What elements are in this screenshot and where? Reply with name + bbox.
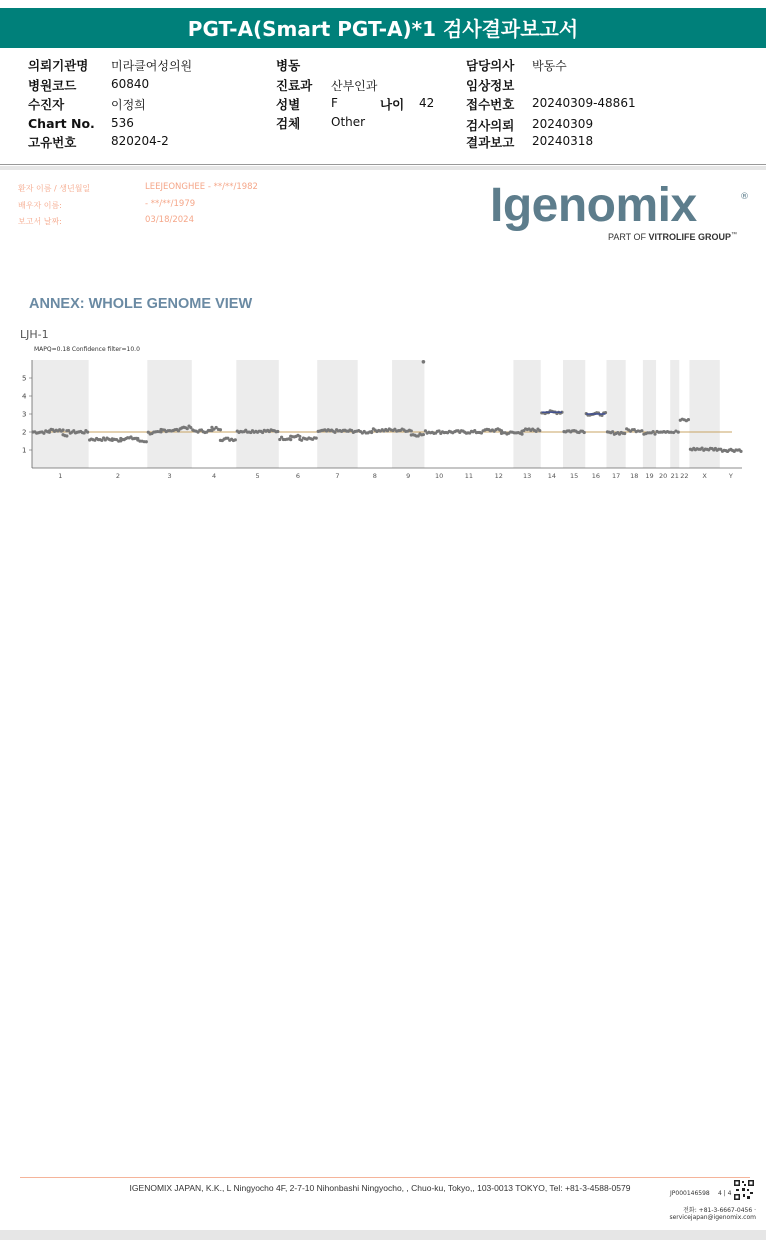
logo-tagline-tm: ™ (731, 232, 738, 238)
chromosome-shade (563, 360, 585, 468)
chromosome-label: 22 (680, 472, 689, 480)
chromosome-label: 19 (645, 472, 654, 480)
chromosome-shade (236, 360, 278, 468)
data-point (687, 418, 690, 421)
chromosome-label: 7 (335, 472, 340, 480)
annex-title: ANNEX: WHOLE GENOME VIEW (29, 296, 253, 312)
specimen-value: Other (331, 115, 366, 129)
report-date-label-en: 보고서 날짜: (18, 217, 62, 226)
patient-value: 이정희 (111, 98, 146, 112)
mapq-text: MAPQ=0.18 Confidence filter=10.0 (34, 346, 140, 353)
data-point (653, 432, 656, 435)
data-point (739, 450, 742, 453)
department-label: 진료과 (276, 78, 313, 93)
data-point (289, 438, 292, 441)
age-value: 42 (419, 96, 435, 110)
clinical-info-label: 임상정보 (466, 78, 515, 93)
chromosome-label: 15 (569, 472, 579, 480)
patient-name-label: 환자 이름 / 생년월일 (18, 184, 91, 193)
chromosome-label: 12 (494, 472, 503, 480)
footer-address: IGENOMIX JAPAN, K.K., L Ningyocho 4F, 2-7-10 Nihonbashi Ningyocho, , Chuo-ku, Tokyo,, 103-0013 TOKYO, Tel: +81-3-4588-0579 (129, 1183, 631, 1193)
unique-no-label: 고유번호 (28, 135, 77, 150)
data-point (186, 427, 189, 430)
y-tick-label: 2 (22, 428, 27, 437)
data-point (677, 431, 680, 434)
department-value: 산부인과 (331, 79, 378, 93)
request-date-value: 20240309 (532, 117, 594, 131)
data-point (410, 429, 413, 432)
report-title: PGT-A(Smart PGT-A)*1 검사결과보고서 (0, 8, 766, 48)
report-date-value: 20240318 (532, 134, 594, 148)
data-point (298, 435, 301, 438)
logo-tagline-group: VITROLIFE GROUP (648, 232, 732, 242)
chromosome-label: 20 (658, 472, 668, 480)
chromosome-label: 16 (591, 472, 600, 480)
chromosome-shade (147, 360, 192, 468)
hospital-code-value: 60840 (111, 77, 150, 91)
chromosome-shade (689, 360, 719, 468)
chromosome-label: 4 (211, 472, 217, 480)
header-divider-band (0, 166, 766, 170)
data-point (623, 432, 626, 435)
logo-registered-mark: ® (740, 192, 749, 202)
partner-value: - **/**/1979 (145, 199, 196, 209)
data-point (538, 429, 541, 432)
sex-label: 성별 (276, 97, 301, 112)
footer-divider (20, 1177, 750, 1178)
qr-code-icon (734, 1180, 754, 1200)
chart-no-value: 536 (111, 116, 134, 130)
chromosome-label: 1 (58, 472, 63, 480)
chromosome-label: X (702, 472, 707, 480)
y-tick-label: 1 (22, 446, 27, 455)
report-date-label: 결과보고 (466, 135, 515, 150)
chromosome-label: 14 (547, 472, 556, 480)
age-label: 나이 (380, 97, 405, 112)
ward-label: 병동 (276, 58, 301, 73)
footer-phone: 전화: +81-3-6667-0456 · (683, 1207, 756, 1214)
data-point (315, 436, 318, 439)
chromosome-shade (606, 360, 625, 468)
institution-value: 미라클여성의원 (111, 59, 193, 73)
chromosome-label: 21 (670, 472, 679, 480)
chromosome-label: 11 (464, 472, 474, 480)
footer-document-code: JP000146598 (670, 1190, 710, 1197)
data-point (61, 428, 64, 431)
request-date-label: 검사의뢰 (466, 118, 515, 133)
sex-value: F (331, 96, 338, 110)
doctor-label: 담당의사 (466, 58, 515, 73)
chromosome-label: 3 (167, 472, 172, 480)
header-divider (0, 164, 766, 165)
doctor-value: 박동수 (532, 59, 567, 73)
chart-no-label: Chart No. (28, 116, 95, 131)
footer-email: servicejapan@igenomix.com (669, 1214, 756, 1221)
report-date-value-en: 03/18/2024 (145, 215, 194, 225)
page-bottom-band (0, 1230, 766, 1240)
logo-tagline-prefix: PART OF (608, 232, 649, 242)
chromosome-shade (513, 360, 540, 468)
logo-tagline (608, 232, 737, 242)
receipt-no-value: 20240309-48861 (532, 96, 636, 110)
chromosome-label: 9 (406, 472, 411, 480)
outlier-point (422, 360, 426, 364)
chromosome-label: 13 (522, 472, 532, 480)
data-point (520, 432, 523, 435)
y-tick-label: 4 (22, 392, 27, 401)
hospital-code-label: 병원코드 (28, 78, 77, 93)
data-point (145, 440, 148, 443)
chromosome-shade (392, 360, 424, 468)
chromosome-label: 5 (255, 472, 260, 480)
y-tick-label: 5 (22, 374, 27, 383)
data-point (422, 433, 425, 436)
chromosome-shade (670, 360, 679, 468)
institution-label: 의뢰기관명 (28, 58, 89, 73)
chromosome-label: 8 (372, 472, 377, 480)
chromosome-label: 10 (434, 472, 444, 480)
patient-name-value: LEEJEONGHEE - **/**/1982 (145, 182, 258, 192)
whole-genome-chart (14, 354, 754, 484)
chromosome-shade (317, 360, 357, 468)
chromosome-label: Y (728, 472, 733, 480)
chromosome-shade (643, 360, 656, 468)
data-point (583, 431, 586, 434)
data-point (640, 429, 643, 432)
partner-label: 배우자 이름: (18, 201, 62, 210)
chromosome-shade (32, 360, 89, 468)
data-point (234, 438, 237, 441)
data-point (86, 431, 89, 434)
chromosome-label: 18 (630, 472, 639, 480)
chromosome-label: 17 (611, 472, 621, 480)
unique-no-value: 820204-2 (111, 134, 169, 148)
sample-id: LJH-1 (20, 328, 49, 341)
data-point (276, 430, 279, 433)
y-tick-label: 3 (22, 410, 27, 419)
patient-label: 수진자 (28, 97, 65, 112)
logo-wordmark: Igenomix (490, 179, 697, 232)
chromosome-label: 2 (115, 472, 121, 480)
data-point (65, 434, 68, 437)
receipt-no-label: 접수번호 (466, 97, 515, 112)
data-point (219, 428, 222, 431)
footer-page-number: 4 | 4 (718, 1190, 732, 1197)
data-point (370, 430, 373, 433)
footer-contact (660, 1207, 756, 1221)
specimen-label: 검체 (276, 116, 301, 131)
igenomix-logo (490, 178, 750, 248)
chromosome-label: 6 (295, 472, 301, 480)
